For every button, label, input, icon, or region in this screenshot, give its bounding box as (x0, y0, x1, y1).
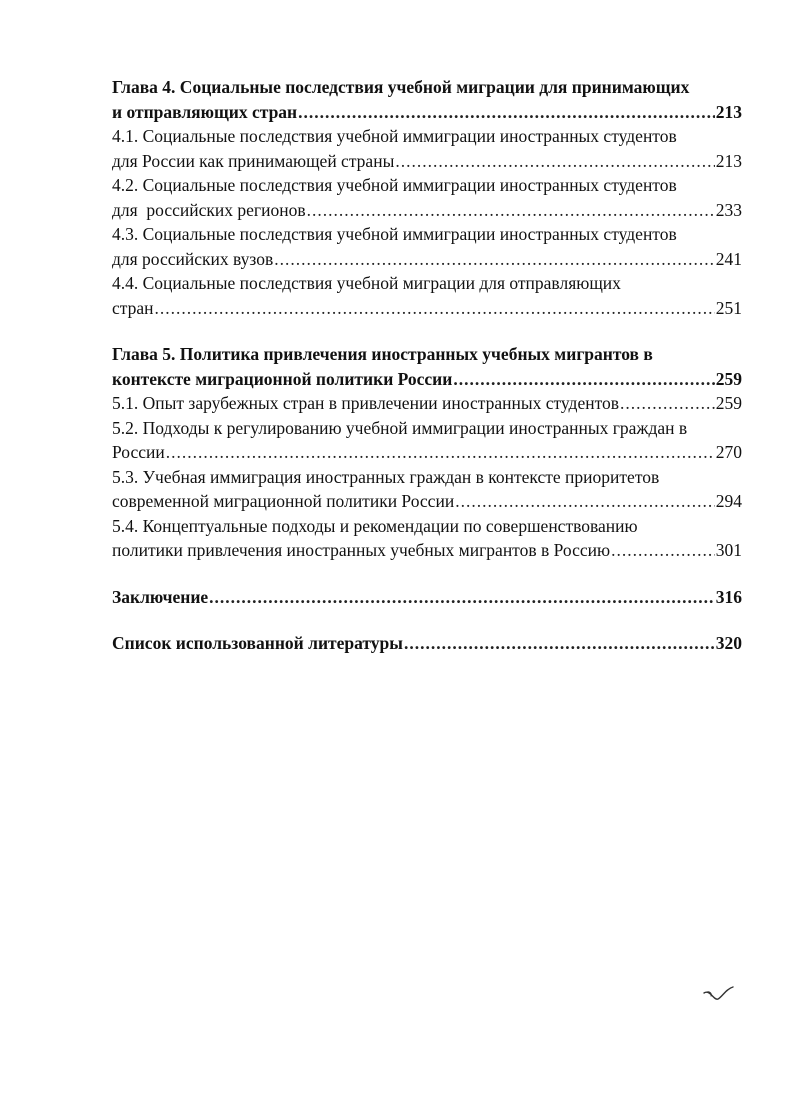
dot-leader (155, 296, 715, 321)
section-line1: 4.3. Социальные последствия учебной иммиграции иностранных студентов (112, 224, 677, 244)
conclusion-page: 316 (715, 586, 742, 607)
conclusion-title: Заключение (112, 586, 209, 607)
section-line1: 4.2. Социальные последствия учебной иммиграции иностранных студентов (112, 175, 677, 195)
section-line1 (112, 391, 742, 416)
section-5-2 (112, 416, 742, 465)
section-line2-text: современной миграционной политики России (112, 491, 455, 511)
chapter-5 (112, 342, 742, 563)
section-line1: 5.2. Подходы к регулированию учебной иммиграции иностранных граждан в (112, 417, 688, 438)
dot-leader (620, 391, 715, 416)
section-line2-text: России (112, 442, 165, 462)
section-line2 (112, 198, 742, 223)
chapter-4-title (112, 75, 742, 124)
section-line2 (112, 440, 742, 465)
dot-leader (274, 247, 714, 272)
section-line2 (112, 538, 742, 563)
section-page: 241 (715, 248, 742, 269)
section-page: 294 (715, 491, 742, 511)
dot-leader (166, 440, 715, 465)
section-line2 (112, 296, 742, 321)
section-page: 251 (715, 297, 742, 318)
dot-leader (298, 100, 715, 125)
section-page: 259 (715, 393, 742, 413)
section-line2-text: для российских регионов (112, 199, 306, 220)
references-page: 320 (715, 633, 742, 653)
section-line1: 5.4. Концептуальные подходы и рекомендации по совершенствованию (112, 515, 638, 536)
dot-leader (209, 585, 715, 610)
chapter-4-title-line2 (112, 100, 742, 125)
conclusion-entry (112, 585, 742, 610)
handwritten-checkmark-icon (702, 985, 736, 1009)
chapter-4-page: 213 (715, 101, 742, 122)
section-5-1 (112, 391, 742, 416)
section-line1-text: 5.1. Опыт зарубежных стран в привлечении иностранных студентов (112, 393, 620, 413)
section-5-3 (112, 465, 742, 514)
chapter-5-title-line2 (112, 367, 742, 392)
chapter-5-title-line1: Глава 5. Политика привлечения иностранных учебных мигрантов в (112, 344, 653, 364)
section-page: 270 (715, 442, 742, 462)
section-4-1 (112, 124, 742, 173)
section-line2-text: политики привлечения иностранных учебных мигрантов в Россию (112, 540, 611, 560)
section-line2-text: стран (112, 297, 154, 318)
section-4-3 (112, 222, 742, 271)
section-line2-text: для России как принимающей страны (112, 150, 395, 171)
section-page: 233 (715, 199, 742, 220)
section-line1: 4.4. Социальные последствия учебной миграции для отправляющих (112, 273, 621, 293)
dot-leader (453, 367, 714, 392)
section-page: 213 (715, 150, 742, 171)
section-page: 301 (715, 540, 742, 560)
section-line2-text: для российских вузов (112, 248, 274, 269)
section-5-4 (112, 514, 742, 563)
section-line2 (112, 489, 742, 514)
dot-leader (307, 198, 715, 223)
section-line1: 4.1. Социальные последствия учебной иммиграции иностранных студентов (112, 126, 677, 146)
chapter-5-title (112, 342, 742, 391)
chapter-4-title-line2-text: и отправляющих стран (112, 101, 298, 122)
chapter-5-title-line2-text: контексте миграционной политики России (112, 368, 453, 389)
section-4-4 (112, 271, 742, 320)
chapter-4 (112, 75, 742, 320)
section-line2 (112, 247, 742, 272)
references-entry (112, 631, 742, 656)
section-line1: 5.3. Учебная иммиграция иностранных граждан в контексте приоритетов (112, 466, 660, 487)
section-4-2 (112, 173, 742, 222)
table-of-contents (112, 75, 742, 678)
chapter-4-title-line1: Глава 4. Социальные последствия учебной миграции для принимающих (112, 77, 690, 97)
dot-leader (404, 631, 715, 656)
chapter-5-page: 259 (715, 368, 742, 389)
references-title: Список использованной литературы (112, 633, 403, 653)
dot-leader (395, 149, 714, 174)
dot-leader (455, 489, 715, 514)
dot-leader (611, 538, 715, 563)
section-line2 (112, 149, 742, 174)
